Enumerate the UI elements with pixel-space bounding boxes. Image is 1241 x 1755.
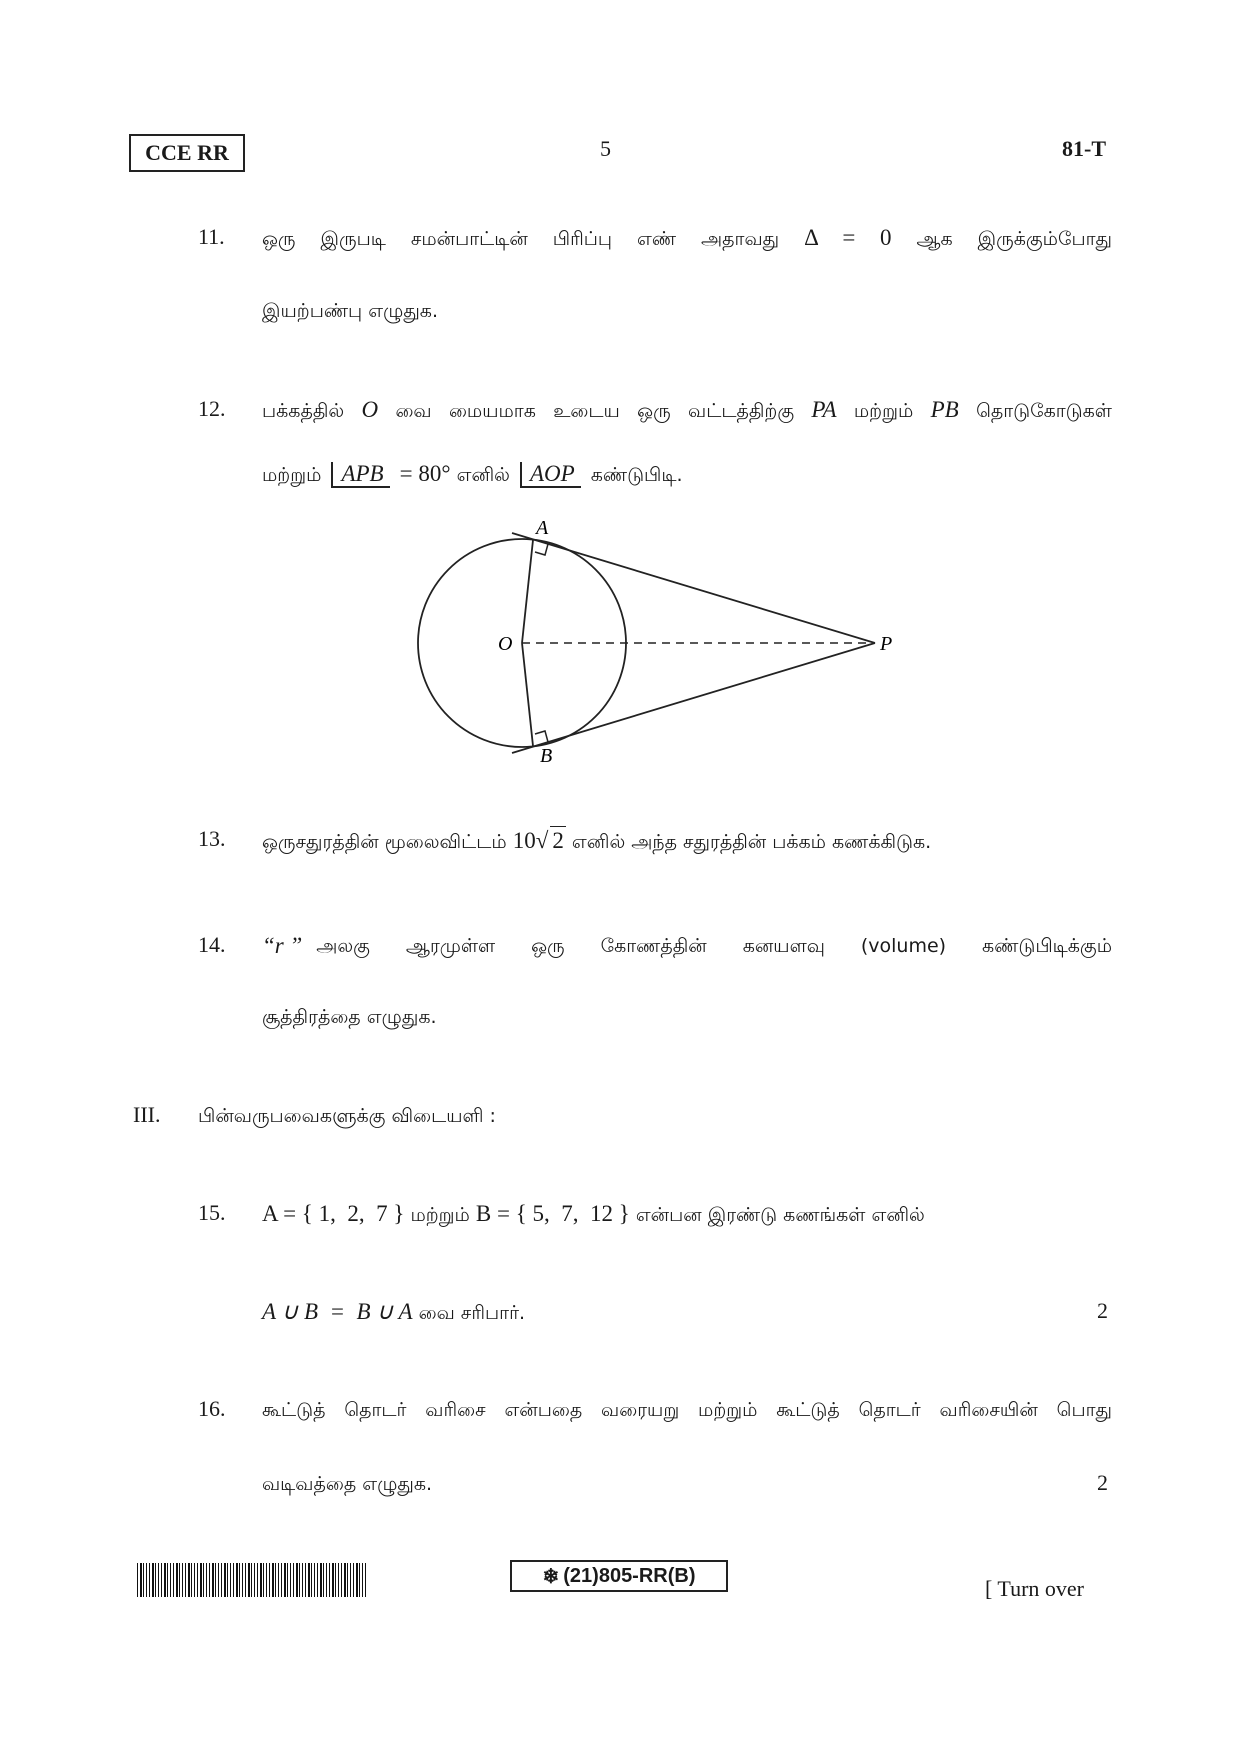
q12-equals: = 80°	[399, 461, 451, 486]
tangent-pa	[512, 533, 875, 643]
q14-text-1: அலகு ஆரமுள்ள ஒரு கோணத்தின் கனயளவு (volume) கண்டுபிடிக்கும்	[316, 935, 1112, 957]
q14-number: 14.	[198, 932, 226, 957]
section-title: பின்வருபவைகளுக்கு விடையளி :	[198, 1105, 496, 1127]
right-angle-a	[535, 544, 548, 555]
q12-text-a: பக்கத்தில்	[262, 400, 345, 422]
radius-ob	[522, 643, 533, 746]
q12-text-c: மற்றும்	[853, 400, 914, 422]
q12-text-b: வை மையமாக உடைய ஒரு வட்டத்திற்கு	[395, 400, 795, 422]
q12-angle-aop: AOP	[520, 462, 581, 488]
q12-text-d: தொடுகோடுகள்	[976, 400, 1112, 422]
q16-line1: கூட்டுத் தொடர் வரிசை என்பதை வரையறு மற்றும் கூட்டுத் தொடர் வரிசையின் பொது	[262, 1399, 1112, 1421]
right-angle-b	[535, 731, 548, 742]
q15-set-b: B = { 5, 7, 12 }	[475, 1201, 630, 1226]
tangent-pb	[512, 643, 875, 753]
q13-text-b: எனில் அந்த சதுரத்தின் பக்கம் கணக்கிடுக.	[571, 831, 932, 853]
q12-var-pa: PA	[811, 397, 837, 422]
q13-text-a: ஒருசதுரத்தின் மூலைவிட்டம்	[262, 831, 507, 853]
q15-union: A ∪ B = B ∪ A	[262, 1299, 413, 1324]
q14-var: “r ”	[262, 933, 303, 958]
q13-line	[262, 826, 931, 856]
q12-var-pb: PB	[930, 397, 959, 422]
q15-set-a: A = { 1, 2, 7 }	[262, 1201, 405, 1226]
radius-oa	[522, 540, 533, 643]
q13-number: 13.	[198, 826, 226, 851]
q11-line1	[262, 224, 1112, 253]
exam-code-box	[129, 134, 245, 172]
q11-number: 11.	[198, 224, 225, 249]
q11-text-a: ஒரு இருபடி சமன்பாட்டின் பிரிப்பு எண் அதாவது	[262, 228, 780, 250]
page-number: 5	[600, 136, 611, 161]
section-number: III.	[133, 1102, 161, 1127]
label-a: A	[536, 520, 549, 539]
q13-radicand: 2	[552, 828, 564, 853]
q12-number: 12.	[198, 396, 226, 421]
q15-line2	[262, 1298, 525, 1327]
q11-line2: இயற்பண்பு எழுதுக.	[262, 300, 438, 322]
q14-line2: சூத்திரத்தை எழுதுக.	[262, 1006, 437, 1028]
barcode-icon	[137, 1563, 367, 1597]
q11-math: Δ = 0	[804, 225, 892, 250]
q15-number: 15.	[198, 1200, 226, 1225]
q12-text-g: கண்டுபிடி.	[590, 464, 683, 486]
label-b: B	[540, 745, 553, 767]
q14-line1	[262, 932, 1112, 960]
q11-text-b: ஆக இருக்கும்போது	[916, 228, 1112, 250]
exam-code: CCE RR	[145, 140, 229, 165]
paper-code: (21)805-RR(B)	[563, 1564, 696, 1587]
label-o: O	[498, 633, 513, 655]
q15-line1	[262, 1200, 925, 1229]
tangent-figure	[400, 520, 920, 770]
q16-line2: வடிவத்தை எழுதுக.	[262, 1473, 433, 1495]
subject-code: 81-T	[1062, 136, 1106, 161]
q15-and: மற்றும்	[410, 1204, 470, 1226]
q12-line2	[262, 460, 683, 489]
q16-marks: 2	[1097, 1470, 1108, 1495]
q16-number: 16.	[198, 1396, 226, 1421]
label-p: P	[880, 633, 893, 655]
q13-coef: 10	[512, 828, 536, 853]
q12-text-f: எனில்	[456, 464, 510, 486]
q15-marks: 2	[1097, 1298, 1108, 1323]
q12-line1	[262, 396, 1112, 425]
paper-code-box	[510, 1560, 728, 1592]
turn-over: [ Turn over	[985, 1576, 1085, 1601]
snowflake-icon: ❄	[542, 1565, 560, 1588]
q12-text-e: மற்றும்	[262, 464, 322, 486]
q15-verify: வை சரிபார்.	[418, 1302, 526, 1324]
q15-text: என்பன இரண்டு கணங்கள் எனில்	[635, 1204, 925, 1226]
q12-var-o: O	[361, 397, 379, 422]
sqrt-icon: √	[535, 828, 549, 853]
q12-angle-apb: APB	[331, 462, 389, 488]
